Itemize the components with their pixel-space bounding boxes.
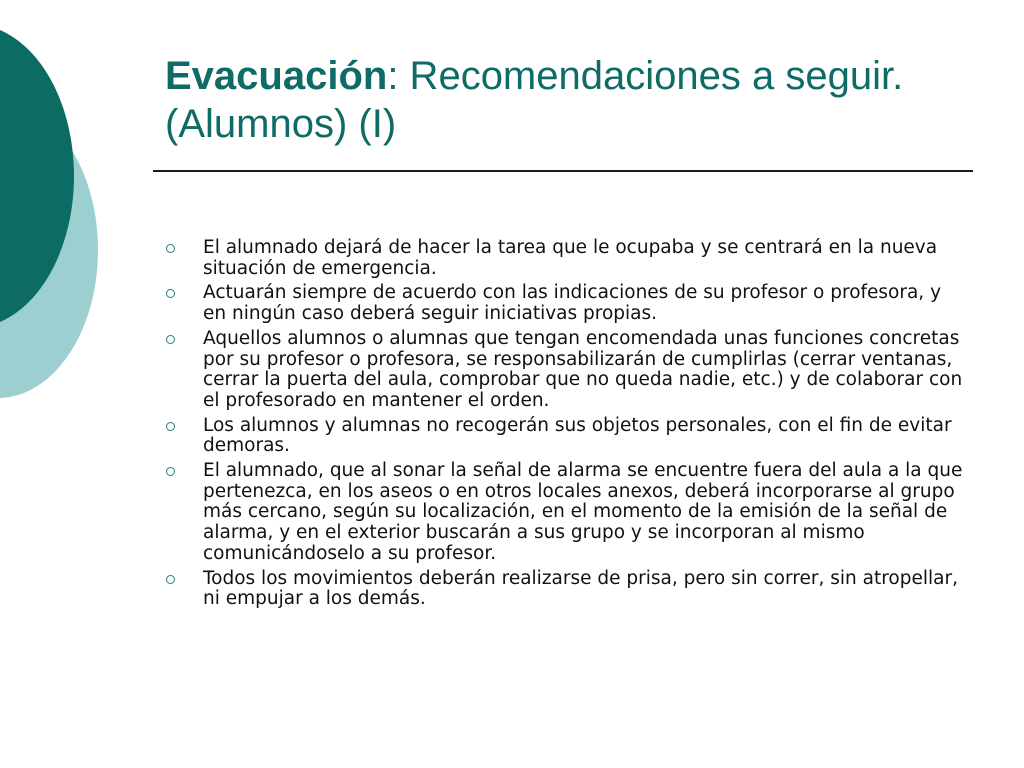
slide-title-rest: : Recomendaciones a seguir.(Alumnos) (I) xyxy=(165,54,904,146)
bullet-item xyxy=(163,569,968,610)
bullet-text: Todos los movimientos deberán realizarse de prisa, pero sin correr, sin atropellar, ni empujar a los demás. xyxy=(203,567,958,610)
bullet-item xyxy=(163,238,968,279)
bullet-circle-icon xyxy=(166,575,175,584)
bullet-list xyxy=(163,238,968,614)
title-divider xyxy=(153,170,973,172)
bullet-text: Actuarán siempre de acuerdo con las indicaciones de su profesor o profesora, y en ningún caso deberá seguir iniciativas propias. xyxy=(203,282,942,325)
bullet-circle-icon xyxy=(166,289,175,298)
bullet-text: Los alumnos y alumnas no recogerán sus objetos personales, con el fin de evitar demoras. xyxy=(203,414,952,457)
bullet-circle-icon xyxy=(166,422,175,431)
bullet-text: El alumnado, que al sonar la señal de alarma se encuentre fuera del aula a la que pertenezca, en los aseos o en otros locales anexos, deberá incorporarse al grupo más cercano, según su localización, en el momento de la emisión de la señal de alarma, y en el exterior buscarán a sus grupo y se incorporan al mismo comunicándoselo a su profesor. xyxy=(203,460,963,564)
bullet-text: El alumnado dejará de hacer la tarea que le ocupaba y se centrará en la nueva situación de emergencia. xyxy=(203,237,938,279)
slide-title-bold: Evacuación xyxy=(165,54,388,98)
bullet-circle-icon xyxy=(166,467,175,476)
bullet-item xyxy=(163,329,968,412)
slide-title xyxy=(165,52,985,148)
bullet-item xyxy=(163,461,968,565)
bullet-item xyxy=(163,416,968,457)
bullet-circle-icon xyxy=(166,244,175,253)
bullet-circle-icon xyxy=(166,335,175,344)
bullet-text: Aquellos alumnos o alumnas que tengan encomendada unas funciones concretas por su profesor o profesora, se responsabilizarán de cumplirlas (cerrar ventanas, cerrar la puerta del aula, comprobar que no queda nadie, etc.) y de colaborar con el profesorado en mantener el orden. xyxy=(203,327,963,411)
bullet-item xyxy=(163,283,968,324)
